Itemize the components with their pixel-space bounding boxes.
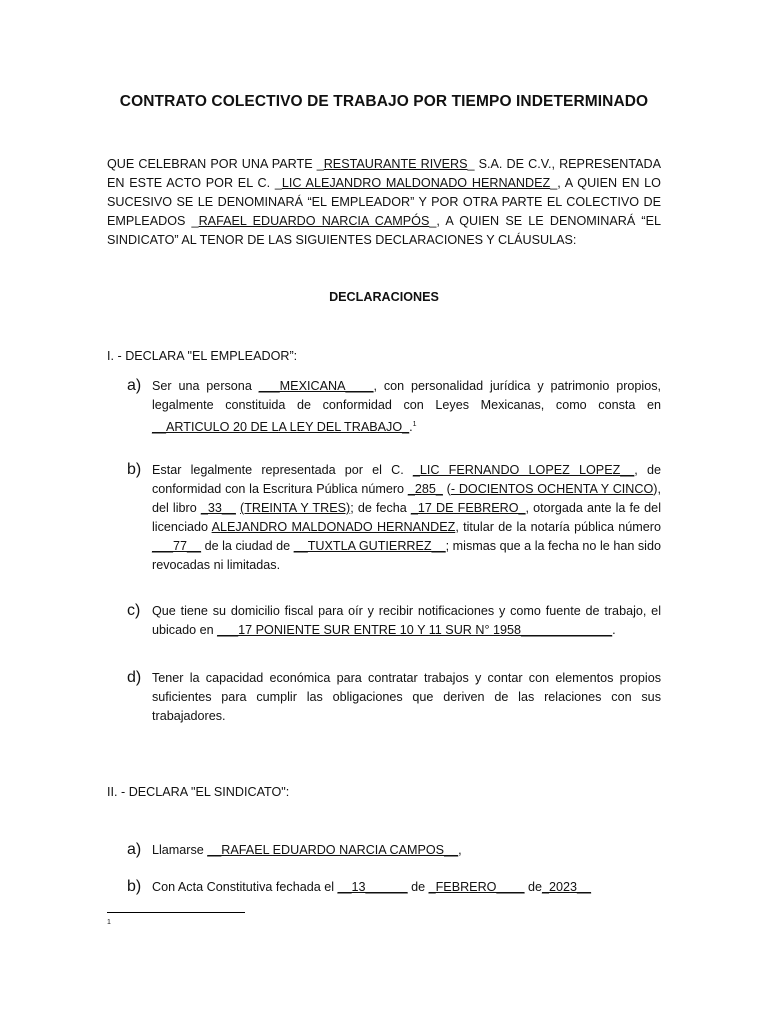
- representative-field: _LIC FERNANDO LOPEZ LOPEZ__: [412, 463, 635, 477]
- text-run: de la ciudad de: [201, 539, 294, 553]
- notary-field: ALEJANDRO MALDONADO HERNANDEZ: [211, 520, 456, 534]
- text-run: de: [407, 880, 429, 894]
- year-field: _2023__: [542, 880, 592, 894]
- text-run: ), del libro: [152, 482, 661, 515]
- footnote-number: 1: [107, 919, 111, 926]
- declaration-item-1b: [127, 461, 661, 575]
- intro-text-3: _, A QUIEN EN LO SUCESIVO SE LE DENOMINARÁ “EL EMPLEADOR” Y POR OTRA PARTE EL COLECTIVO DE EMPLEADOS _: [107, 176, 661, 228]
- deed-number-words-field: - DOCIENTOS OCHENTA Y CINCO: [450, 482, 654, 496]
- item-text: [152, 461, 661, 575]
- month-field: _FEBRERO____: [428, 880, 525, 894]
- date-field: _17 DE FEBRERO_: [410, 501, 526, 515]
- text-run: , con personalidad jurídica y patrimonio propios, legalmente constituida de conformidad con Leyes Mexicanas, como consta en: [152, 379, 661, 412]
- footnote-ref: 1: [412, 421, 417, 428]
- text-run: Estar legalmente representada por el C.: [152, 463, 413, 477]
- section-1-heading: I. - DECLARA "EL EMPLEADOR”:: [107, 349, 298, 363]
- item-text: [152, 878, 661, 897]
- intro-text-1: QUE CELEBRAN POR UNA PARTE _: [107, 157, 324, 171]
- representative-name: LIC ALEJANDRO MALDONADO HERNANDEZ: [281, 176, 551, 190]
- intro-text-2: _ S.A. DE C.V., REPRESENTADA EN ESTE ACTO POR EL C. _: [107, 157, 662, 190]
- text-run: ; mismas que a la fecha no le han sido revocadas ni limitadas.: [152, 539, 661, 572]
- item-text: [152, 841, 661, 860]
- declaration-item-1c: [127, 602, 661, 640]
- text-run: , de conformidad con la Escritura Pública número: [152, 463, 661, 496]
- item-label: c): [127, 602, 141, 619]
- collective-name: RAFAEL EDUARDO NARCIA CAMPÓS: [198, 214, 430, 228]
- item-label: a): [127, 377, 142, 394]
- text-run: ; de fecha: [350, 501, 411, 515]
- text-run: .: [409, 420, 413, 435]
- day-field: __13______: [337, 880, 408, 894]
- declaration-item-2a: [127, 841, 661, 860]
- item-label: a): [127, 841, 142, 858]
- intro-text-4: _, A QUIEN SE LE DENOMINARÁ “EL SINDICATO” AL TENOR DE LAS SIGUIENTES DECLARACIONES Y CLÁUSULAS:: [107, 214, 662, 247]
- article-field: __ARTICULO 20 DE LA LEY DEL TRABAJO_: [152, 420, 410, 435]
- section-2-heading: II. - DECLARA "EL SINDICATO":: [107, 785, 290, 799]
- city-field: __TUXTLA GUTIERREZ__: [293, 539, 446, 553]
- item-text: Tener la capacidad económica para contratar trabajos y contar con elementos propios suficientes para cumplir las obligaciones que deriven de las relaciones con sus trabajadores.: [152, 671, 661, 723]
- text-run: de: [524, 880, 543, 894]
- company-name: RESTAURANTE RIVERS: [323, 157, 468, 171]
- declaraciones-heading: DECLARACIONES: [329, 290, 439, 304]
- item-text: [152, 377, 661, 437]
- document-title: CONTRATO COLECTIVO DE TRABAJO POR TIEMPO INDETERMINADO: [119, 93, 649, 110]
- text-run: , otorgada ante la fe del licenciado: [152, 501, 661, 534]
- text-run: Con Acta Constitutiva fechada el: [152, 880, 338, 894]
- deed-number-field: _285_: [407, 482, 443, 496]
- notary-number-field: ___77__: [152, 539, 202, 553]
- item-label: b): [127, 878, 142, 895]
- text-run: , titular de la notaría pública número: [455, 520, 661, 534]
- text-run: Que tiene su domicilio fiscal para oír y recibir notificaciones y como fuente de trabajo, el ubicado en: [152, 604, 661, 637]
- text-run: ,: [458, 843, 462, 857]
- declaration-item-2b: [127, 878, 661, 897]
- nationality-field: ___MEXICANA____: [258, 379, 374, 393]
- book-words-field: (TREINTA Y TRES): [240, 501, 351, 515]
- text-run: .: [612, 623, 616, 637]
- declaration-item-1d: [127, 669, 661, 726]
- union-name-field: __RAFAEL EDUARDO NARCIA CAMPOS__: [207, 843, 459, 857]
- footnote-separator: [107, 912, 245, 913]
- intro-paragraph: [107, 155, 661, 250]
- declaration-item-1a: [127, 377, 661, 437]
- text-run: Ser una persona: [152, 379, 259, 393]
- text-run: (: [442, 482, 451, 496]
- book-field: _33__: [200, 501, 236, 515]
- item-label: b): [127, 461, 142, 478]
- item-label: d): [127, 669, 142, 686]
- text-run: Llamarse: [152, 843, 208, 857]
- item-text: [152, 602, 661, 640]
- address-field: ___17 PONIENTE SUR ENTRE 10 Y 11 SUR N° 1958_____________: [217, 623, 613, 637]
